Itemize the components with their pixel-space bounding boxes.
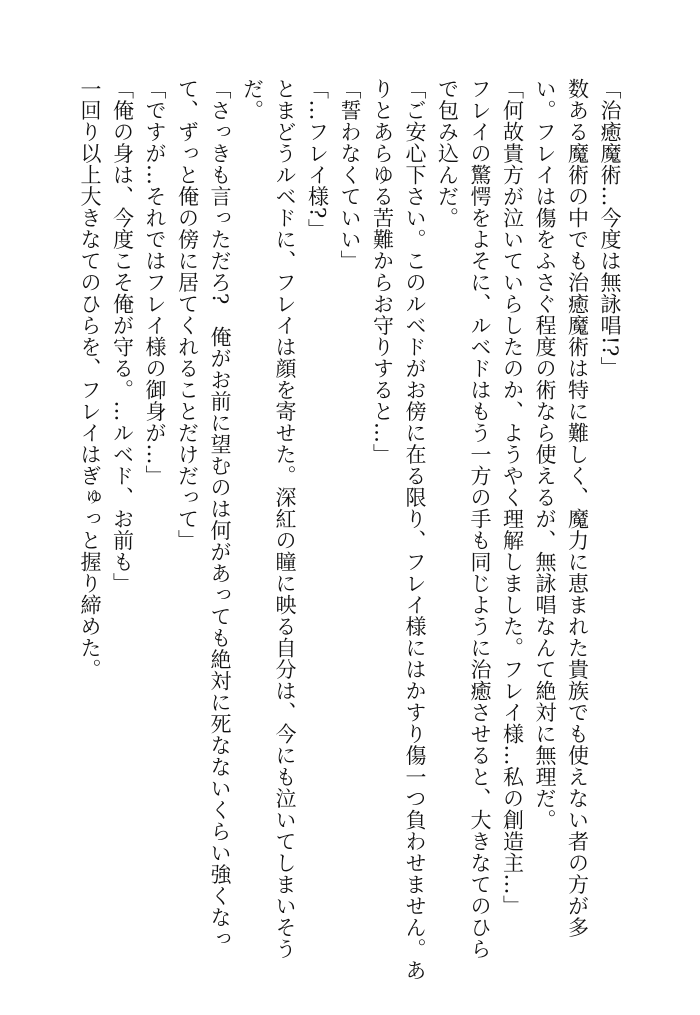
text-column: 「さっきも言っただろ? 俺がお前に望むのは何があっても絶対に死なないくらい強くなっ	[208, 78, 232, 950]
text-column: とまどうルベドに、フレイは顔を寄せた。深紅の瞳に映る自分は、今にも泣いてしまいそう	[273, 78, 297, 960]
vertical-text-body	[74, 78, 627, 981]
text-column: 「ご安心下さい。このルベドがお傍に在る限り、フレイ様にはかすり傷一つ負わせません。あ	[403, 78, 427, 981]
text-column: 「誓わなくていい」	[338, 78, 362, 272]
text-column: い。フレイは傷をふさぐ程度の術なら使えるが、無詠唱なんて絶対に無理だ。	[533, 78, 557, 831]
text-column: だ。	[240, 78, 265, 121]
text-column: フレイの驚愕をよそに、ルベドはもう一方の手も同じように治癒させると、大きなてのひら	[468, 78, 492, 960]
text-column: 一回り以上大きなてのひらを、フレイはぎゅっと握り締めた。	[78, 78, 102, 680]
text-column: 「何故貴方が泣いていらしたのか、ようやく理解しました。フレイ様…私の創造主…」	[500, 78, 525, 917]
text-column: 数ある魔術の中でも治癒魔術は特に難しく、魔力に恵まれた貴族でも使えない者の方が多	[565, 78, 590, 938]
text-column: 「…フレイ様?」	[305, 78, 330, 241]
text-column: 「俺の身は、今度こそ俺が守る。…ルベド、お前も」	[110, 78, 135, 594]
text-column: 「治癒魔術…今度は無詠唱!?」	[598, 78, 622, 379]
text-column: で包み込んだ。	[435, 78, 460, 229]
text-column: りとあらゆる苦難からお守りすると…」	[370, 78, 395, 465]
text-column: て、ずっと俺の傍に居てくれることだけだって」	[175, 78, 200, 551]
text-column: 「ですが…それではフレイ様の御身が…」	[143, 78, 167, 487]
